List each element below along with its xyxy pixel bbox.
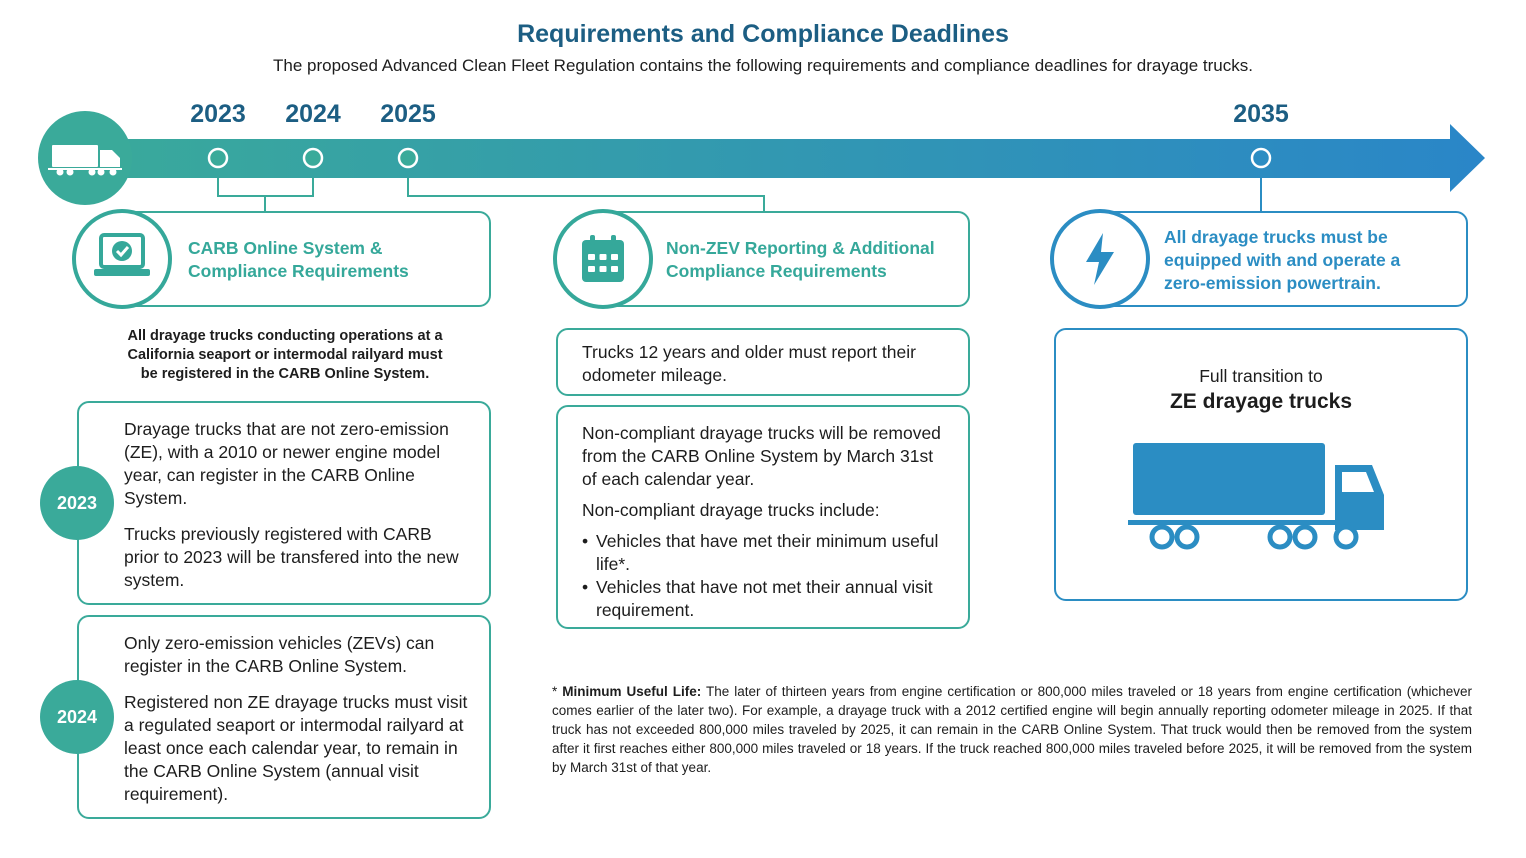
ze-transition-line1: Full transition to — [1199, 366, 1323, 386]
ze-truck-icon — [1128, 440, 1390, 556]
carb-heading: CARB Online System & Compliance Requirements — [188, 238, 409, 281]
page-subtitle: The proposed Advanced Clean Fleet Regulation contains the following requirements and compliance deadlines for drayage trucks. — [273, 56, 1253, 75]
noncompliant-card-text: Non-compliant drayage trucks will be removed from the CARB Online System by March 31st of each calendar year. Non-compliant drayage trucks include: • Vehicles that have met their minimum useful life*. • Vehicles that have not met their annual visit requirement. — [582, 423, 941, 620]
carb-icon-circle — [72, 209, 172, 309]
calendar-icon — [580, 234, 626, 284]
odometer-card-text: Trucks 12 years and older must report their odometer mileage. — [582, 342, 916, 385]
connector-2023-2024 — [218, 178, 313, 212]
card-2024-text: Only zero-emission vehicles (ZEVs) can register in the CARB Online System. Registered non ZE drayage trucks must visit a regulated seaport or intermodal railyard at least once each calendar year, to remain in the CARB Online System (annual visit requirement). — [124, 633, 468, 804]
milestone-2035 — [1252, 149, 1270, 167]
laptop-check-icon — [91, 231, 153, 287]
year-label-2035: 2035 — [1233, 100, 1289, 128]
nonzev-heading: Non-ZEV Reporting & Additional Compliance Requirements — [666, 238, 935, 281]
nonzev-icon-circle — [553, 209, 653, 309]
lightning-icon — [1083, 232, 1117, 286]
milestone-2025 — [399, 149, 417, 167]
year-label-2023: 2023 — [190, 100, 246, 128]
year-label-2025: 2025 — [380, 100, 436, 128]
connector-2025 — [408, 178, 764, 212]
ze-transition-line2: ZE drayage trucks — [1169, 390, 1353, 413]
card-2023-text: Drayage trucks that are not zero-emission (ZE), with a 2010 or newer engine model year, can register in the CARB Online System. Trucks previously registered with CARB prior to 2023 will be transfered into the new system. — [124, 419, 459, 590]
year-badge-2024: 2024 — [40, 680, 114, 754]
milestone-2023 — [209, 149, 227, 167]
ze-icon-circle — [1050, 209, 1150, 309]
page-title: Requirements and Compliance Deadlines — [517, 20, 1009, 48]
footnote: * Minimum Useful Life: The later of thirteen years from engine certification or 800,000 miles traveled or 18 years from engine certification (whichever comes earlier of the later two). For example, a drayage truck with a 2012 certified engine will begin annually reporting odometer mileage in 2025. If that truck has not exceeded 800,000 miles traveled by 2025, it can remain in the CARB Online System. That truck would then be removed from the system after it first reaches either 800,000 miles traveled or 18 years. If the truck reached 800,000 miles traveled before 2025, it will be removed from the system by March 31st of that year. — [552, 684, 1472, 775]
carb-registration-note: All drayage trucks conducting operations at a California seaport or intermodal railyard must be registered in the CARB Online System. — [127, 328, 443, 382]
ze-heading: All drayage trucks must be equipped with and operate a zero-emission powertrain. — [1164, 227, 1401, 293]
milestone-2024 — [304, 149, 322, 167]
bullet-item: • Vehicles that have not met their annual visit requirement. — [582, 577, 933, 620]
year-badge-2023: 2023 — [40, 466, 114, 540]
bullet-item: • Vehicles that have met their minimum useful life*. — [582, 531, 939, 574]
year-label-2024: 2024 — [285, 100, 341, 128]
